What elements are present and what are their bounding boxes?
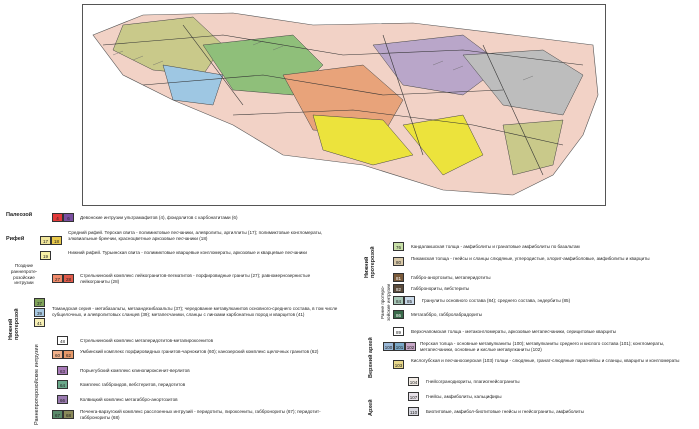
- legend-swatch: 67: [52, 410, 63, 419]
- era-label-paleozoi: Палеозой: [6, 212, 33, 218]
- legend-text: Нижний рифей. Турьинская свита - полимиктовые кварцевые конгломераты, аркозовые и кварцевые песчаники: [68, 250, 307, 255]
- legend-swatch: 101: [394, 342, 405, 351]
- era-label-lower-proterozoic-left: Нижний протерозой: [8, 308, 20, 340]
- legend-text: Кислогубская и песчаноозерская (103) толщи - слюдяные, гранат-слюдяные парагнейсы и сланцы, кварциты и конгломераты: [411, 358, 680, 363]
- legend-swatch: 4: [52, 213, 63, 222]
- legend-swatch: 110: [408, 407, 419, 416]
- legend-text: Перская толща - основные метавулканиты (100); метавулканиты среднего и кислого состава (101); конгломераты, метапесчаники, основные и кислые метавулканиты (102): [420, 341, 665, 352]
- legend-swatch: 102: [405, 342, 416, 351]
- legend-text: Средний рифей. Терская свита - полимиктовые песчаники, алевролиты, аргиллиты (17); полимиктовые конгломераты, элювиальные брекчии, красноцветные аркозовые песчаники (18): [68, 230, 323, 241]
- era-label-archean: Архей: [368, 399, 374, 416]
- legend-swatch: 41: [34, 318, 45, 327]
- legend-swatch: 89: [393, 327, 404, 336]
- legend-swatch: 85: [404, 296, 415, 305]
- legend-text: Верхочапомская толща - метаконгломераты, аркозовые метапесчаники, серицитовые кварциты: [411, 329, 617, 334]
- legend-text: Томандская серия - метабазальты, метаандезибазальты (37); чередование метавулканитов основного-среднего состава, в том числе субщелочных, и алевролитовых сланцев (39); метапесчаники, сланцы с линзами карбонатных пород и кварцитов (41): [52, 306, 338, 317]
- legend-swatch: 64: [57, 380, 68, 389]
- legend-swatch: 63: [57, 366, 68, 375]
- legend-swatch: 60: [52, 350, 63, 359]
- era-label-lower-proterozoic-right: Нижний протерозой: [364, 246, 376, 278]
- legend-swatch: 37: [34, 298, 45, 307]
- legend-text: Габбронориты, вебстериты: [411, 286, 470, 291]
- legend-swatch: 86: [393, 310, 404, 319]
- legend-text: Гнейсы, амфиболиты, кальцифиры: [426, 394, 502, 399]
- legend-text: Колвицкий комплекс метагаббро-анортозитов: [80, 397, 178, 402]
- legend-text: Биотитовые, амфибол-биотитовые гнейсы и гнейсограниты, амфиболиты: [426, 409, 584, 414]
- legend-swatch: 103: [393, 360, 404, 369]
- legend-text: Порьегубский комплекс клинопироксенит-верлитов: [80, 368, 190, 373]
- legend-swatch: 6: [63, 213, 74, 222]
- legend-swatch: 100: [383, 342, 394, 351]
- legend-text: Метагаббро, габбролабрадориты: [411, 312, 483, 317]
- legend-text: Пикамская толща - гнейсы и сланцы слюдяные, углеродистые, хлорит-амфиболовые, амфиболиты и кварциты: [411, 256, 650, 261]
- legend-swatch: 27: [52, 274, 63, 283]
- legend-text: Стрельнинский комплекс метаперидотитов-метапироксенитов: [80, 338, 214, 343]
- legend-text: Умбинский комплекс порфировидных гранитов-чарнокитов (60); канозерский комплекс щелочных гранитов (62): [80, 349, 319, 354]
- legend-swatch: 66: [57, 395, 68, 404]
- geologic-map: [82, 4, 606, 206]
- legend-swatch: 17: [40, 236, 51, 245]
- legend-swatch: 48: [57, 336, 68, 345]
- legend-swatch: 76: [393, 242, 404, 251]
- legend-swatch: 68: [63, 410, 74, 419]
- legend-text: Стрельнинский комплекс лейкогранитов-пегматитов - порфировидные граниты (27); равномернозернистые лейкограниты (28): [80, 273, 311, 284]
- legend-swatch: 80: [393, 257, 404, 266]
- map-canvas: [83, 5, 605, 205]
- legend-swatch: 18: [51, 236, 62, 245]
- era-label-rifei: Рифей: [6, 236, 25, 242]
- legend-swatch: 19: [40, 251, 51, 260]
- legend-swatch: 82: [393, 284, 404, 293]
- legend-text: Печенга-варзугский комплекс расслоенных интрузий - перидотиты, пироксениты, габбронориты (67); перидотит-габбронориты (68): [80, 409, 321, 420]
- legend-text: Гнейсогранодиориты, плагиогнейсограниты: [426, 379, 520, 384]
- legend-swatch: 62: [63, 350, 74, 359]
- legend-text: Гранулиты основного состава (84); среднего состава, эндербиты (85): [422, 298, 571, 303]
- legend-swatch: 107: [408, 392, 419, 401]
- era-label-early-intrusions: Раннепротерозойские интрузии: [34, 344, 40, 425]
- legend-text: Габбро-анортозиты, метаперидотиты: [411, 275, 491, 280]
- legend-text: Комплекс габброидов, вебстеритов, перидотитов: [80, 382, 186, 387]
- era-label-late-intrusions: Поздние раннепроте-розойские интрузии: [10, 263, 38, 286]
- legend-swatch: 84: [393, 296, 404, 305]
- legend-swatch: 28: [63, 274, 74, 283]
- legend-swatch: 104: [408, 377, 419, 386]
- legend-text: Девонские интрузии ультрамафитов (4), фоидолитов с карбонатитами (6): [80, 215, 238, 220]
- legend-swatch: 39: [34, 308, 45, 317]
- legend-swatch: 81: [393, 273, 404, 282]
- legend-text: Кандалакшская толща - амфиболиты и гранатовые амфиболиты по базальтам: [411, 244, 580, 249]
- era-label-upper-archean: Верхний архей: [368, 337, 374, 378]
- era-label-early-intrusions-right: Ранне протеро-зойские интрузии: [380, 283, 391, 321]
